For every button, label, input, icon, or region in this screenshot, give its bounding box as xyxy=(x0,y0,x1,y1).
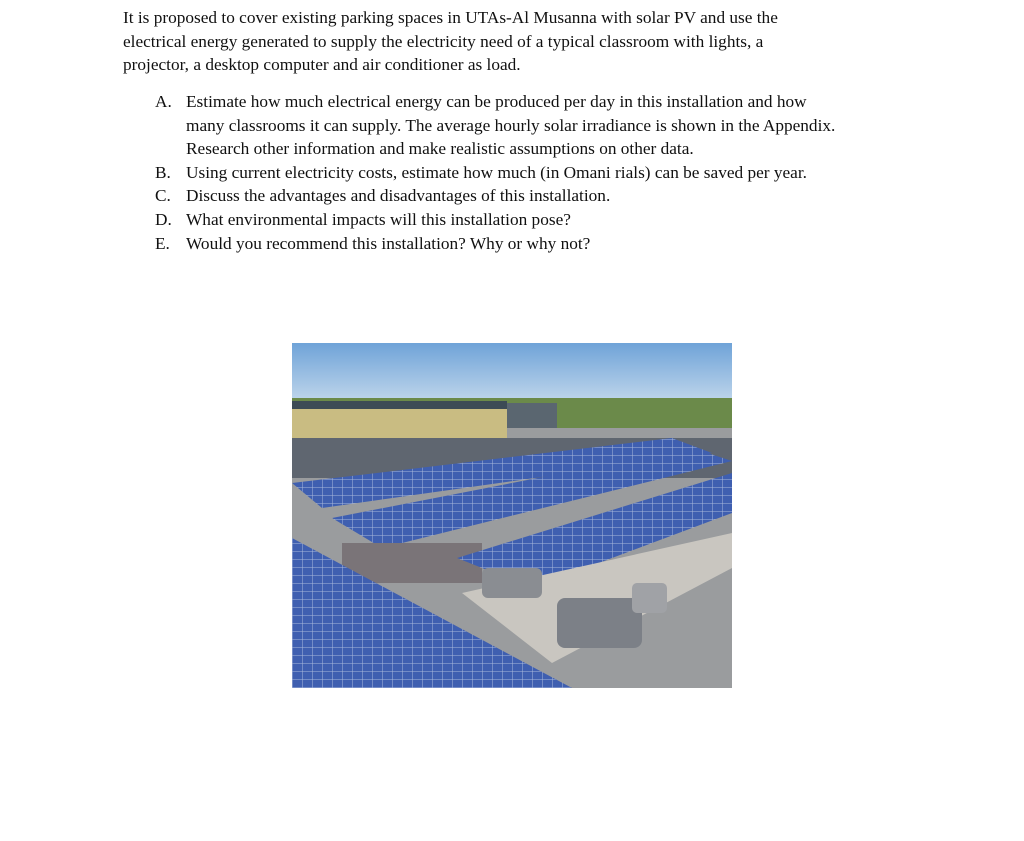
intro-line: It is proposed to cover existing parking spaces in UTAs-Al Musanna with solar PV and use the xyxy=(123,8,778,27)
question-text: Using current electricity costs, estimate how much (in Omani rials) can be saved per year. xyxy=(186,162,807,182)
question-label: A. xyxy=(155,92,172,111)
intro-line: projector, a desktop computer and air conditioner as load. xyxy=(123,55,521,75)
question-list xyxy=(155,90,835,255)
question-label: D. xyxy=(155,209,172,229)
question-label: B. xyxy=(155,162,171,182)
question-label: C. xyxy=(155,186,171,206)
question-text: Discuss the advantages and disadvantages of this installation. xyxy=(186,186,611,206)
question-e xyxy=(155,232,835,256)
solar-carport-photo xyxy=(292,343,732,688)
question-text: Estimate how much electrical energy can be produced per day in this installation and how xyxy=(186,92,807,111)
question-text: Research other information and make realistic assumptions on other data. xyxy=(186,139,694,159)
intro-paragraph xyxy=(123,6,778,77)
intro-line: electrical energy generated to supply the electricity need of a typical classroom with lights, a xyxy=(123,31,764,51)
question-text: many classrooms it can supply. The average hourly solar irradiance is shown in the Appendix. xyxy=(186,115,836,135)
question-a xyxy=(155,90,835,161)
question-d xyxy=(155,208,835,232)
question-b xyxy=(155,161,835,185)
question-c xyxy=(155,184,835,208)
question-label: E. xyxy=(155,233,170,253)
question-text: Would you recommend this installation? Why or why not? xyxy=(186,233,591,253)
question-text: What environmental impacts will this installation pose? xyxy=(186,209,571,229)
